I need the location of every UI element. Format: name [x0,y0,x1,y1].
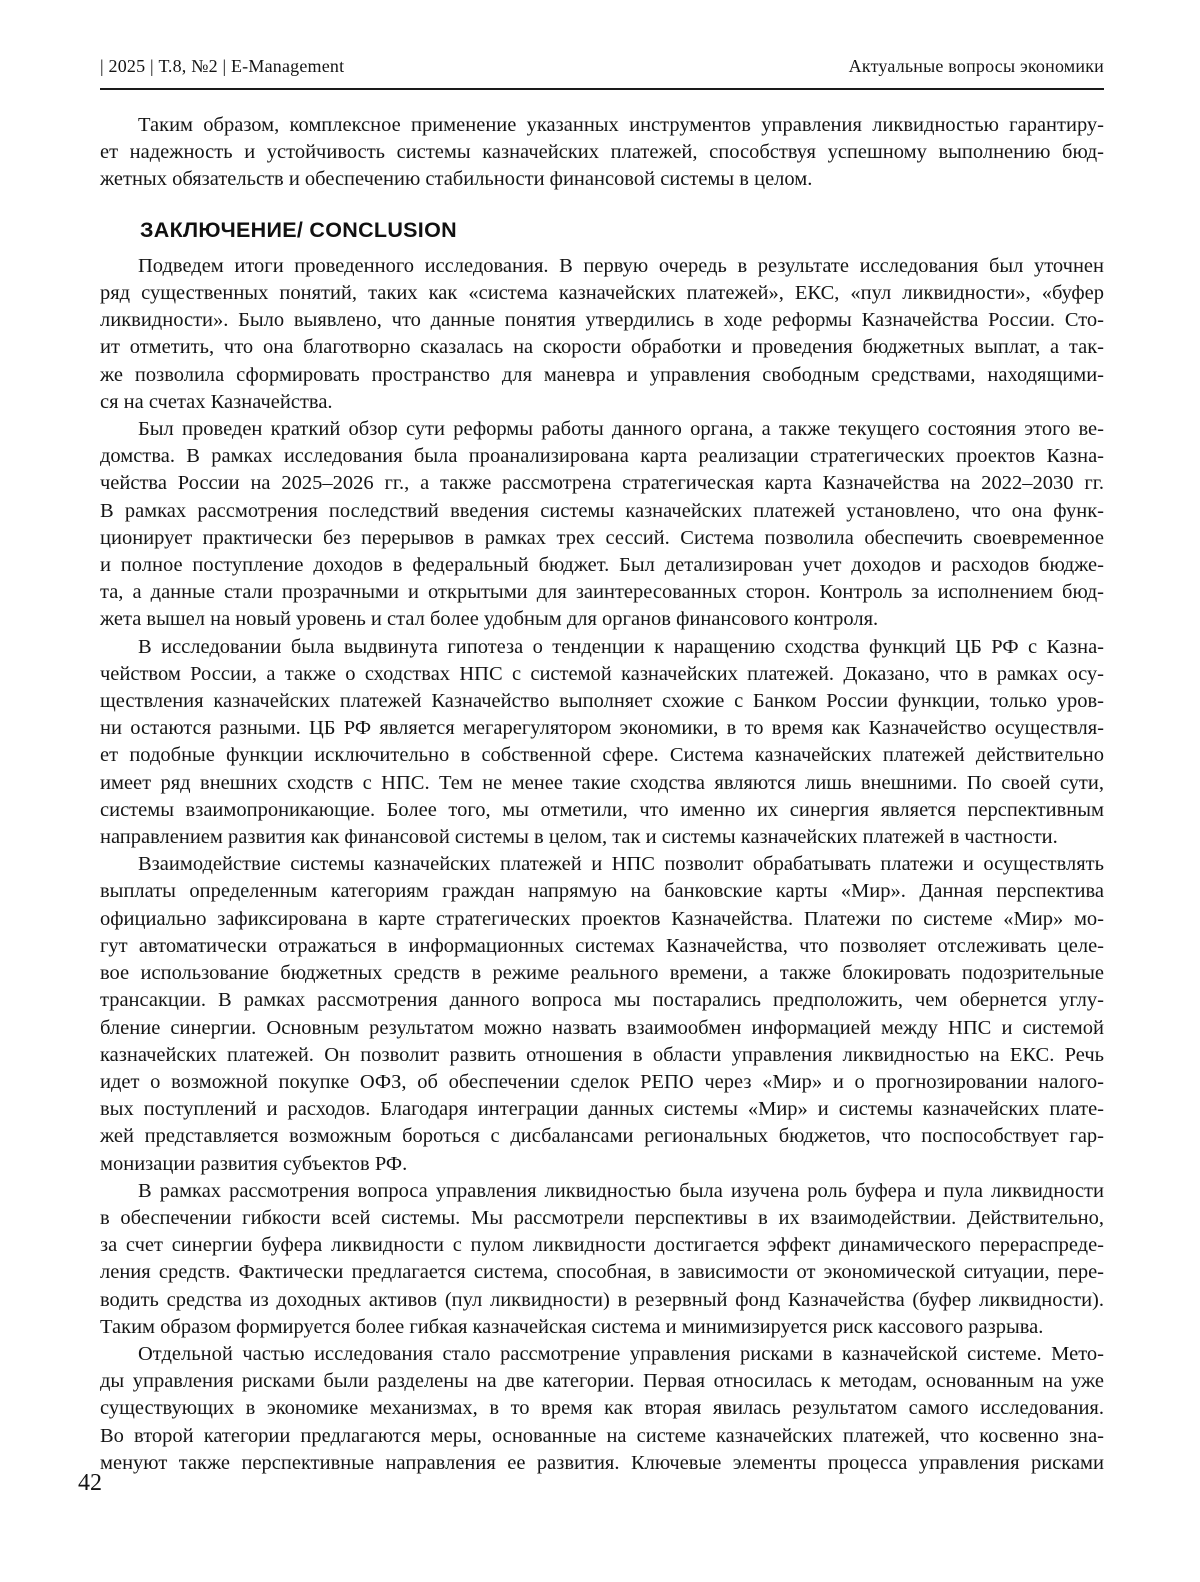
paragraph-line: казначейских платежей. Он позволит развить отношения в области управления ликвидностью на ЕКС. Речь [100,1043,1104,1066]
paragraph-line: В исследовании была выдвинута гипотеза о тенденции к наращению сходства функций ЦБ РФ с Казна- [138,635,1104,658]
paragraph-line: чейства России на 2025–2026 гг., а также рассмотрена стратегическая карта Казначейства на 2022–2030 гг. [100,472,1104,495]
paragraph-line: ит отметить, что она благотворно сказалась на скорости обработки и проведения бюджетных выплат, а так- [100,336,1104,359]
paragraph-line: и полное поступление доходов в федеральный бюджет. Был детализирован учет доходов и расходов бюдже- [100,554,1104,577]
paragraph-line: бление синергии. Основным результатом можно назвать взаимообмен информацией между НПС и системой [100,1016,1104,1039]
paragraph-line: жетных обязательств и обеспечению стабильности финансовой системы в целом. [100,168,813,191]
page-number: 42 [78,1470,102,1496]
paragraph-line: Таким образом, комплексное применение указанных инструментов управления ликвидностью гарантиру- [138,114,1104,136]
paragraph-line: официально зафиксирована в карте стратегических проектов Казначейства. Платежи по системе «Мир» мо- [100,907,1104,930]
paragraph-line: Отдельной частью исследования стало рассмотрение управления рисками в казначейской системе. Мето- [138,1342,1104,1365]
journal-section-title: Актуальные вопросы экономики [848,56,1104,76]
paragraph-line: Взаимодействие системы казначейских платежей и НПС позволит обрабатывать платежи и осуществлять [138,853,1104,876]
paragraph-line: та, а данные стали прозрачными и открытыми для заинтересованных сторон. Контроль за исполнением бюд- [100,581,1104,604]
paragraph-line: Таким образом формируется более гибкая казначейская система и минимизируется риск кассового разрыва. [100,1315,1044,1338]
paragraph-line: жей представляется возможным бороться с дисбалансами региональных бюджетов, что поспособствует гар- [100,1125,1104,1148]
paragraph-line: Был проведен краткий обзор сути реформы работы данного органа, а также текущего состояния этого ве- [138,418,1104,441]
paragraph-line: идет о возможной покупке ОФЗ, об обеспечении сделок РЕПО через «Мир» и о прогнозировании налого- [100,1070,1104,1093]
page-header [100,56,1104,90]
article-body [100,112,1104,1477]
paragraph-line: чейством России, а также о сходствах НПС с системой казначейских платежей. Доказано, что в рамках осу- [100,662,1104,685]
paragraph-line: ления средств. Фактически предлагается система, способная, в зависимости от экономической ситуации, пере- [100,1261,1104,1284]
paragraph-line: В рамках рассмотрения вопроса управления ликвидностью была изучена роль буфера и пула ликвидности [138,1179,1104,1202]
paragraph-line: домства. В рамках исследования была проанализирована карта реализации стратегических проектов Казна- [100,445,1104,468]
paragraph-line: же позволила сформировать пространство для маневра и управления свободным средствами, находящими- [100,363,1104,386]
paragraph-line: жета вышел на новый уровень и стал более удобным для органов финансового контроля. [100,608,879,631]
paragraph-line: выплаты определенным категориям граждан напрямую на банковские карты «Мир». Данная перспектива [100,880,1104,903]
paragraph-line: ет подобные функции исключительно в собственной сфере. Система казначейских платежей действительно [100,744,1104,767]
paragraph-line: в обеспечении гибкости всей системы. Мы рассмотрели перспективы в их взаимодействии. Действительно, [100,1206,1104,1229]
paragraph-line: трансакции. В рамках рассмотрения данного вопроса мы постарались предположить, чем обернется углу- [100,989,1104,1012]
paragraph-line: имеет ряд внешних сходств с НПС. Тем не менее такие сходства являются лишь внешними. По своей сути, [100,771,1104,794]
paragraph-line: ряд существенных понятий, таких как «система казначейских платежей», ЕКС, «пул ликвидности», «буфер [100,282,1104,305]
section-heading: ЗАКЛЮЧЕНИЕ/ CONCLUSION [140,217,457,242]
paragraph-line: ликвидности». Было выявлено, что данные понятия утвердились в ходе реформы Казначейства России. Сто- [100,309,1104,332]
paragraph-line: Подведем итоги проведенного исследования. В первую очередь в результате исследования был уточнен [138,254,1104,277]
paragraph-line: вое использование бюджетных средств в режиме реального времени, а также блокировать подозрительные [100,962,1104,985]
paragraph-line: ся на счетах Казначейства. [100,390,333,413]
paragraph-line: водить средства из доходных активов (пул ликвидности) в резервный фонд Казначейства (буфер ликвидности). [100,1288,1104,1311]
journal-issue-info: | 2025 | Т.8, №2 | E-Management [100,56,345,76]
paragraph-line: существующих в экономике механизмах, в то время как вторая явилась результатом самого исследования. [100,1397,1104,1420]
paragraph-line: Во второй категории предлагаются меры, основанные на системе казначейских платежей, что косвенно зна- [100,1424,1104,1447]
paragraph-line: ционирует практически без перерывов в рамках трех сессий. Система позволила обеспечить своевременное [100,526,1104,549]
paragraph-line: гут автоматически отражаться в информационных системах Казначейства, что позволяет отслеживать целе- [100,934,1104,957]
paragraph-line: ществления казначейских платежей Казначейство выполняет схожие с Банком России функции, только уров- [100,690,1104,713]
paragraph-line: ни остаются разными. ЦБ РФ является мегарегулятором экономики, в то время как Казначейство осуществля- [100,717,1104,740]
paragraph-line: В рамках рассмотрения последствий введения системы казначейских платежей установлено, что она функ- [100,499,1104,522]
paragraph-line: вых поступлений и расходов. Благодаря интеграции данных системы «Мир» и системы казначейских плате- [100,1098,1104,1121]
paragraph-line: системы взаимопроникающие. Более того, мы отметили, что именно их синергия является перспективным [100,798,1104,821]
paragraph-line: направлением развития как финансовой системы в целом, так и системы казначейских платежей в частности. [100,826,1058,849]
paragraph-line: монизации развития субъектов РФ. [100,1152,408,1175]
paragraph-line: за счет синергии буфера ликвидности с пулом ликвидности достигается эффект динамического перераспреде- [100,1234,1104,1257]
paragraph-line: ет надежность и устойчивость системы казначейских платежей, способствуя успешному выполнению бюд- [100,141,1104,164]
paragraph-line: менуют также перспективные направления ее развития. Ключевые элементы процесса управления рисками [100,1451,1104,1474]
paragraph-line: ды управления рисками были разделены на две категории. Первая относилась к методам, основанным на уже [100,1370,1104,1393]
